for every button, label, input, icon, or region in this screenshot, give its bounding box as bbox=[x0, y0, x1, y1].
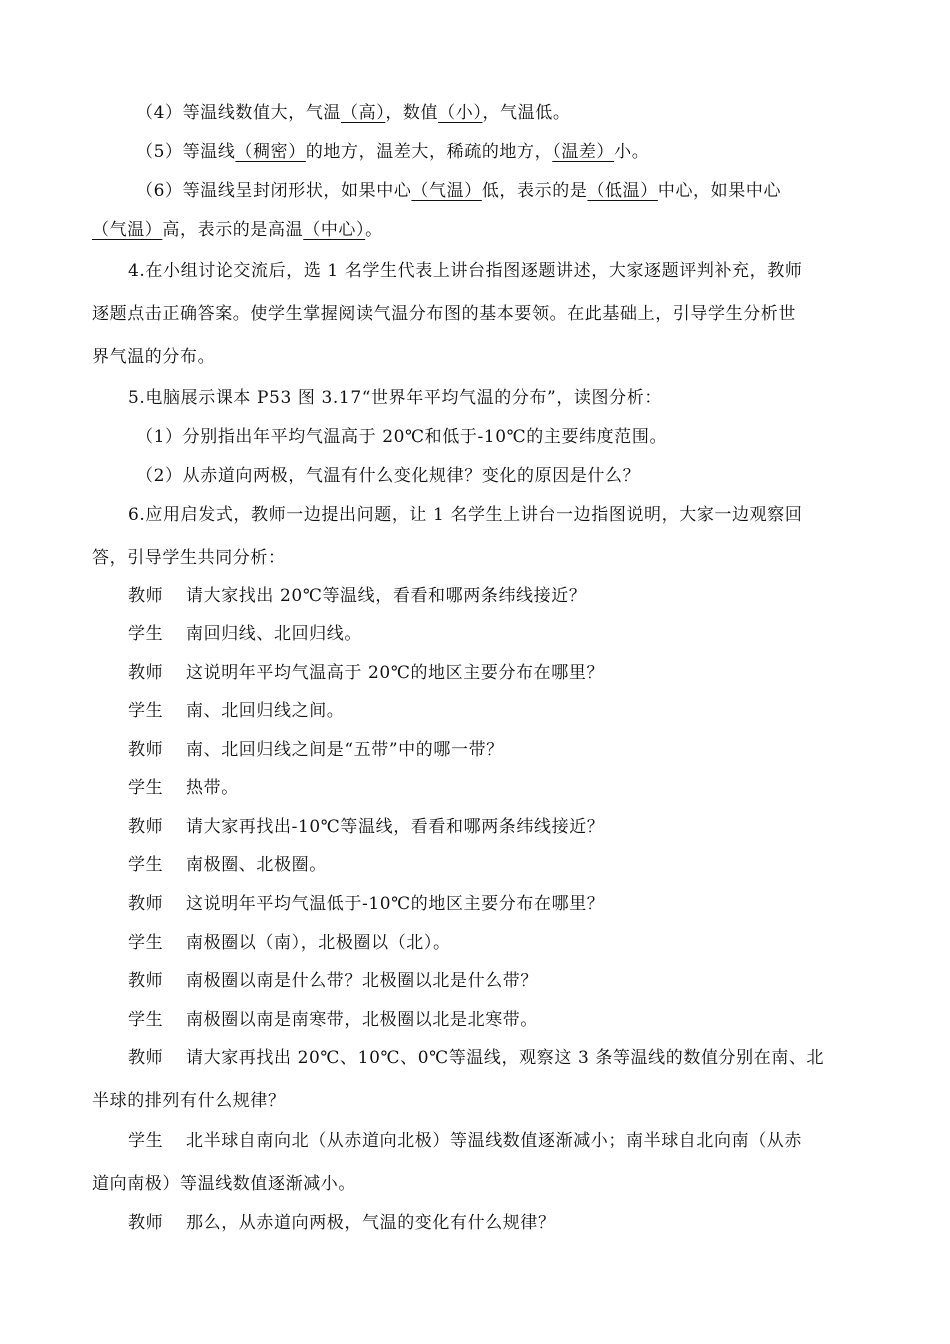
paragraph-line: 答，引导学生共同分析： bbox=[92, 548, 286, 568]
answer-blank: （高） bbox=[341, 103, 386, 123]
dialogue-text: 南、北回归线之间。 bbox=[186, 701, 345, 721]
dialogue-line bbox=[128, 892, 908, 916]
answer-blank: （气温） bbox=[92, 220, 163, 240]
dialogue-line bbox=[128, 1129, 908, 1153]
dialogue-line-cont: 道向南极）等温线数值逐渐减小。 bbox=[92, 1174, 356, 1194]
speaker-label: 教师 bbox=[128, 1048, 164, 1068]
dialogue-line bbox=[128, 622, 908, 646]
speaker-label: 学生 bbox=[128, 778, 164, 798]
text: 的地方，温差大，稀疏的地方， bbox=[305, 142, 553, 162]
text: 低，表示的是 bbox=[481, 181, 588, 201]
dialogue-line bbox=[128, 584, 908, 608]
speaker-label: 学生 bbox=[128, 855, 164, 875]
dialogue-text: 北半球自南向北（从赤道向北极）等温线数值逐渐减小；南半球自北向南（从赤 bbox=[186, 1131, 802, 1151]
paragraph-line: 6.应用启发式，教师一边提出问题，让 1 名学生上讲台一边指图说明，大家一边观察回 bbox=[128, 505, 803, 525]
dialogue-text: 这说明年平均气温低于-10℃的地区主要分布在哪里？ bbox=[186, 894, 605, 914]
paragraph-line: （1）分别指出年平均气温高于 20℃和低于-10℃的主要纬度范围。 bbox=[136, 427, 668, 447]
speaker-label: 教师 bbox=[128, 586, 164, 606]
text: 高，表示的是高温 bbox=[162, 220, 304, 240]
answer-blank: （稠密） bbox=[235, 142, 306, 162]
dialogue-text: 南极圈以南是南寒带，北极圈以北是北寒带。 bbox=[186, 1010, 538, 1030]
dialogue-line bbox=[128, 1046, 908, 1070]
speaker-label: 学生 bbox=[128, 624, 164, 644]
dialogue-text: 南极圈以（南），北极圈以（北）。 bbox=[186, 933, 451, 953]
speaker-label: 学生 bbox=[128, 1131, 164, 1151]
answer-blank: （气温） bbox=[411, 181, 482, 201]
dialogue-text: 那么，从赤道向两极，气温的变化有什么规律？ bbox=[186, 1213, 556, 1233]
speaker-label: 教师 bbox=[128, 663, 164, 683]
speaker-label: 教师 bbox=[128, 894, 164, 914]
speaker-label: 教师 bbox=[128, 1213, 164, 1233]
speaker-label: 教师 bbox=[128, 817, 164, 837]
dialogue-text: 南极圈以南是什么带？北极圈以北是什么带？ bbox=[186, 971, 538, 991]
dialogue-line bbox=[128, 661, 908, 685]
text: 。 bbox=[365, 220, 383, 240]
dialogue-text: 这说明年平均气温高于 20℃的地区主要分布在哪里？ bbox=[186, 663, 605, 683]
dialogue-line bbox=[128, 853, 908, 877]
dialogue-text: 请大家找出 20℃等温线，看看和哪两条纬线接近？ bbox=[186, 586, 587, 606]
dialogue-line bbox=[128, 776, 908, 800]
dialogue-line bbox=[128, 738, 908, 762]
speaker-label: 教师 bbox=[128, 971, 164, 991]
paragraph-line-4 bbox=[136, 101, 916, 125]
paragraph-line: （2）从赤道向两极，气温有什么变化规律？变化的原因是什么？ bbox=[136, 466, 641, 486]
answer-blank: （小） bbox=[438, 103, 483, 123]
paragraph-line-6-cont bbox=[92, 218, 872, 242]
paragraph-line-5 bbox=[136, 140, 916, 164]
speaker-label: 教师 bbox=[128, 740, 164, 760]
dialogue-line-cont: 半球的排列有什么规律？ bbox=[92, 1091, 286, 1111]
dialogue-text: 请大家再找出-10℃等温线，看看和哪两条纬线接近？ bbox=[186, 817, 605, 837]
paragraph-line-6 bbox=[136, 179, 916, 203]
text: 中心，如果中心 bbox=[657, 181, 782, 201]
dialogue-text: 南回归线、北回归线。 bbox=[186, 624, 362, 644]
dialogue-text: 热带。 bbox=[186, 778, 239, 798]
dialogue-line bbox=[128, 1008, 908, 1032]
paragraph-line: 4.在小组讨论交流后，选 1 名学生代表上讲台指图逐题讲述，大家逐题评判补充，教师 bbox=[128, 261, 803, 281]
text: （6）等温线呈封闭形状，如果中心 bbox=[136, 181, 412, 201]
dialogue-text: 南极圈、北极圈。 bbox=[186, 855, 327, 875]
text: ，数值 bbox=[385, 103, 439, 123]
text: 小。 bbox=[614, 142, 650, 162]
dialogue-line bbox=[128, 969, 908, 993]
dialogue-text: 请大家再找出 20℃、10℃、0℃等温线，观察这 3 条等温线的数值分别在南、北 bbox=[186, 1048, 825, 1068]
speaker-label: 学生 bbox=[128, 1010, 164, 1030]
dialogue-line bbox=[128, 931, 908, 955]
dialogue-line bbox=[128, 699, 908, 723]
paragraph-line: 5.电脑展示课本 P53 图 3.17“世界年平均气温的分布”，读图分析： bbox=[128, 388, 662, 408]
paragraph-line: 逐题点击正确答案。使学生掌握阅读气温分布图的基本要领。在此基础上，引导学生分析世 bbox=[92, 304, 796, 324]
dialogue-line bbox=[128, 815, 908, 839]
answer-blank: （低温） bbox=[587, 181, 658, 201]
answer-blank: （温差） bbox=[552, 142, 615, 162]
text: （5）等温线 bbox=[136, 142, 236, 162]
dialogue-text: 南、北回归线之间是“五带”中的哪一带？ bbox=[186, 740, 504, 760]
answer-blank: （中心） bbox=[303, 220, 366, 240]
dialogue-line bbox=[128, 1211, 908, 1235]
paragraph-line: 界气温的分布。 bbox=[92, 347, 216, 367]
text: （4）等温线数值大，气温 bbox=[136, 103, 342, 123]
speaker-label: 学生 bbox=[128, 701, 164, 721]
text: ，气温低。 bbox=[482, 103, 571, 123]
speaker-label: 学生 bbox=[128, 933, 164, 953]
